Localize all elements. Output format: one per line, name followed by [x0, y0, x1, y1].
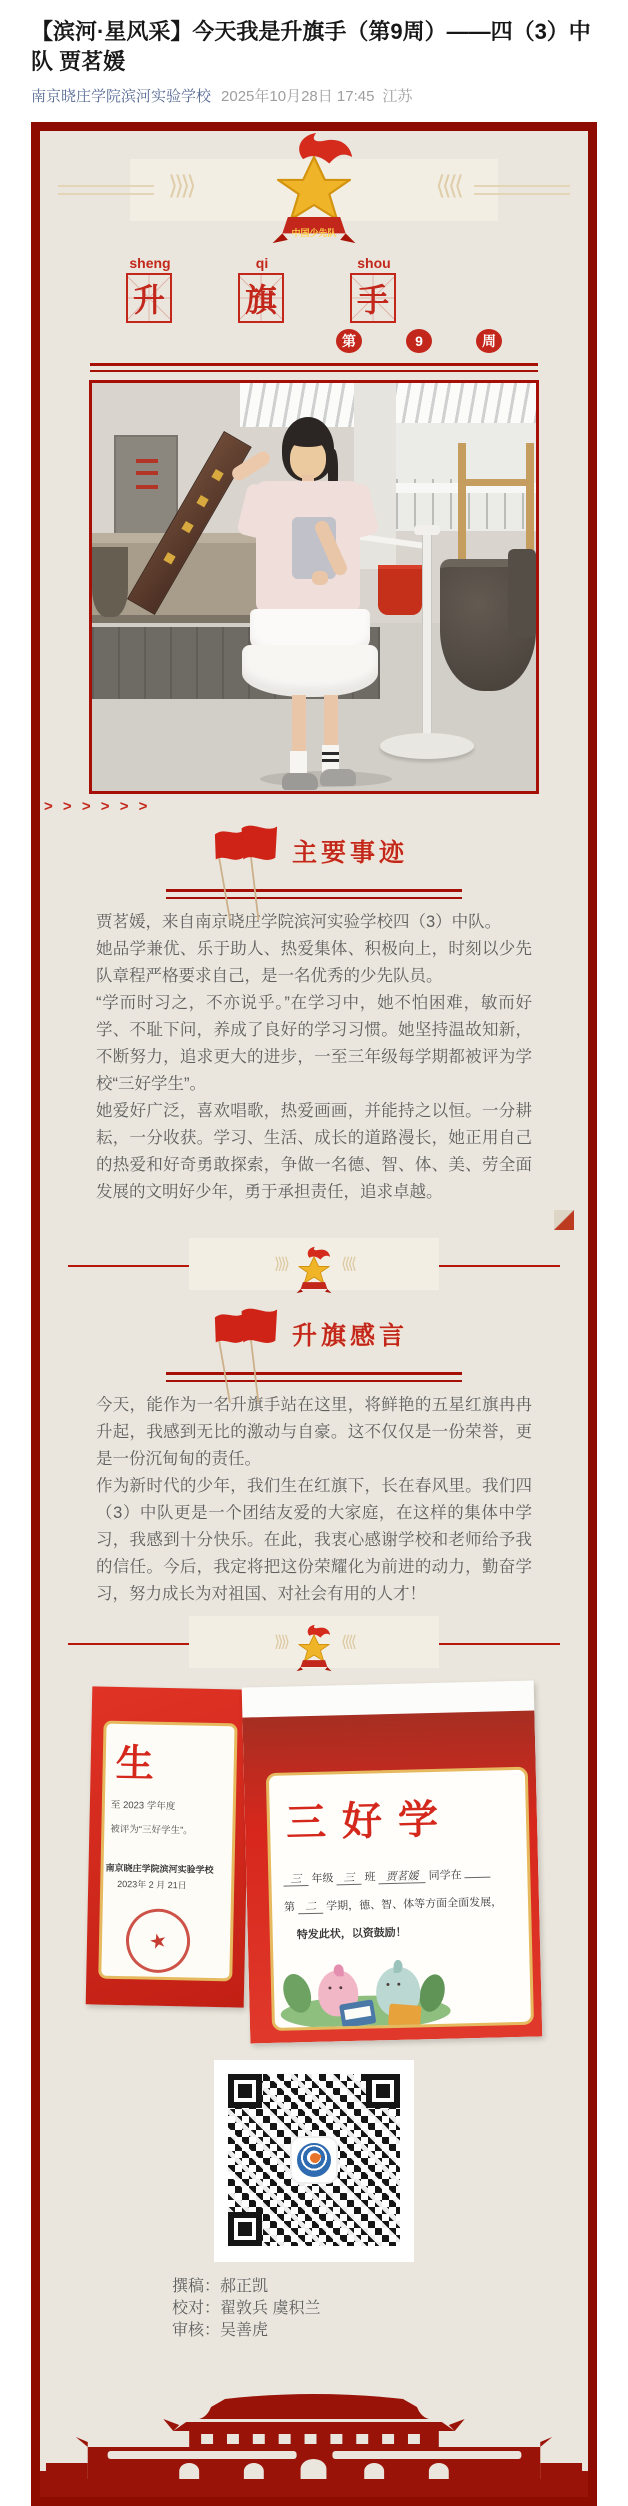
qr-finder-top-left: [228, 2074, 262, 2108]
stanchion-pole: [422, 531, 432, 747]
left-pot: [92, 547, 128, 617]
paragraph: 她爱好广泛，喜欢唱歌，热爱画画，并能持之以恒。一分耕耘，一分收获。学习、生活、成长的道路漫长，她正用自己的热爱和好奇勇敢探索，争做一名德、智、体、美、劳全面发展的文明好少年，勇于承担责任，追求卓越。: [96, 1102, 532, 1201]
red-flags-icon: [198, 1302, 278, 1406]
divider-backing: [189, 1616, 439, 1668]
school-logo-icon: [297, 2143, 331, 2177]
wooden-crossbar: [458, 479, 534, 486]
paragraph: 她品学兼优、乐于助人、热爱集体、积极向上，时刻以少先队章程严格要求自己，是一名优秀的少先队员。: [96, 940, 532, 985]
certificate-right-panel: [266, 1767, 534, 2031]
week-badge-number: 9: [406, 329, 432, 353]
wheat-decoration-right: ⟨⟨⟨⟨: [341, 1256, 354, 1273]
week-badge: [40, 329, 588, 353]
page-title: 【滨河·星风采】今天我是升旗手（第9周）——四（3）中队 贾茗媛: [31, 19, 591, 74]
handwritten-term: 二: [298, 1900, 323, 1915]
girl-left-shoe: [282, 773, 318, 790]
section-header-achievements: [40, 817, 588, 899]
certificate-date-line: 2023年 2 月 21日: [117, 1878, 187, 1891]
pinyin-label: qi: [255, 255, 269, 271]
student-photo[interactable]: [89, 380, 539, 794]
girl-right-shoe: [320, 769, 356, 786]
qr-code[interactable]: [214, 2060, 414, 2262]
blank-field: [465, 1867, 491, 1879]
divider-backing: [189, 1238, 439, 1290]
wheat-decoration-left: ⟩⟩⟩⟩: [168, 171, 193, 201]
mascots-icon: [279, 1953, 461, 2031]
masthead: [40, 131, 588, 253]
certificate-line: [283, 1865, 521, 1887]
paragraph: 作为新时代的少年，我们生在红旗下，长在春风里。我们四（3）中队更是一个团结友爱的大家庭，在这样的集体中学习，我感到十分快乐。在此，我衷心感谢学校和老师给予我的信任。今后，我定将把这份荣耀化为前进的动力，勤奋学习，努力成长为对祖国、对社会有用的人才！: [96, 1477, 532, 1603]
double-rule: [90, 363, 538, 372]
certificate-big-char: 生: [115, 1739, 155, 1786]
week-badge-suffix: 周: [476, 329, 502, 353]
young-pioneers-torch-star-icon: [258, 133, 370, 253]
certificates-collage[interactable]: [40, 1684, 588, 2046]
wheat-decoration-right: ⟨⟨⟨⟨: [435, 171, 460, 201]
pinyin-label: shou: [357, 255, 391, 271]
stanchion-cap: [414, 525, 440, 535]
masthead-line-right: [474, 185, 570, 195]
section-title: 升旗感言: [292, 1322, 409, 1350]
credits-line-proofread: 校对：翟敦兵 虞积兰: [172, 2300, 321, 2317]
certificate-line: 被评为“三好学生”。: [110, 1823, 193, 1837]
second-pot: [508, 549, 536, 637]
pinyin-label: sheng: [129, 255, 171, 271]
hanzi-grid-box: [126, 273, 172, 323]
wheat-decoration-right: ⟨⟨⟨⟨: [341, 1634, 354, 1651]
article-frame: [31, 122, 597, 2506]
article-meta: [0, 77, 628, 107]
hanzi-grid-box: [350, 273, 396, 323]
publish-date: 2025年10月28日 17:45: [221, 88, 375, 105]
hanzi-qi: [238, 255, 286, 323]
achievements-text: [40, 899, 588, 1206]
qr-finder-top-right: [366, 2074, 400, 2108]
credits-line-writer: 撰稿：郝正凯: [172, 2278, 269, 2295]
hanzi-char: 升: [132, 282, 165, 318]
stanchion-base: [380, 733, 474, 759]
paragraph: 今天，能作为一名升旗手站在这里，将鲜艳的五星红旗冉冉升起，我感到无比的激动与自豪。这不仅仅是一份荣誉，更是一份沉甸甸的责任。: [96, 1396, 532, 1468]
emblem-ribbon-label: 中国少先队: [291, 228, 337, 238]
hanzi-grid-box: [238, 273, 284, 323]
certificate-school-line: 南京晓庄学院滨河实验学校: [105, 1862, 214, 1875]
printed-label: 第: [283, 1901, 296, 1914]
certificate-line: 至 2023 学年度: [110, 1799, 176, 1813]
banner-gold-characters: [211, 469, 223, 481]
credits: [172, 2276, 588, 2341]
school-stamp-icon: [120, 1903, 197, 1980]
fire-cabinet-text: [136, 459, 158, 463]
printed-label: 学期，德、智、体等方面全面发展，: [326, 1896, 503, 1913]
account-link[interactable]: 南京晓庄学院滨河实验学校: [31, 88, 212, 105]
hanzi-char: 旗: [244, 282, 277, 318]
certificate-line: 特发此状，以资鼓励！: [296, 1926, 407, 1942]
red-flags-icon: [198, 819, 278, 923]
week-badge-prefix: 第: [336, 329, 362, 353]
tiananmen-silhouette-icon: [40, 2365, 588, 2497]
paragraph: 贾茗媛，来自南京晓庄学院滨河实验学校四（3）中队。: [96, 913, 502, 931]
certificate-left-panel: [98, 1721, 237, 1982]
handwritten-class: 三: [336, 1871, 361, 1886]
certificate-left[interactable]: [86, 1686, 251, 2007]
orange-book: [388, 2003, 422, 2027]
masthead-hanzi-row: [40, 255, 588, 323]
section-title: 主要事迹: [292, 839, 409, 867]
credits-line-review: 审核：吴善虎: [172, 2322, 269, 2339]
more-arrows-decoration: > > > > > >: [44, 798, 151, 815]
paragraph: “学而时习之，不亦说乎。”在学习中，她不怕困难，敏而好学、不耻下问，养成了良好的学习习惯。她坚持温故知新，不断努力，追求更大的进步，一至三年级每学期都被评为学校“三好学生”。: [96, 994, 532, 1093]
section-divider: [40, 1232, 588, 1298]
young-pioneers-torch-star-icon: [291, 1624, 337, 1676]
girl-left-hand: [312, 571, 328, 585]
printed-label: 班: [364, 1871, 376, 1884]
section-divider: [40, 1610, 588, 1676]
handwritten-name: 贾茗媛: [378, 1869, 425, 1884]
hanzi-sheng: [126, 255, 174, 323]
wheat-decoration-left: ⟩⟩⟩⟩: [274, 1256, 287, 1273]
corner-triangle-decoration: [554, 1210, 574, 1230]
red-bucket: [378, 565, 422, 615]
masthead-line-left: [58, 185, 154, 195]
hanzi-char: 手: [356, 282, 389, 318]
printed-label: 同学在: [428, 1869, 462, 1883]
hanzi-shou: [350, 255, 398, 323]
certificate-line: [284, 1893, 522, 1915]
certificate-right[interactable]: [242, 1680, 543, 2043]
printed-label: 年级: [311, 1872, 334, 1885]
young-pioneers-torch-star-icon: [291, 1246, 337, 1298]
girl-left-leg: [292, 695, 306, 759]
handwritten-grade: 三: [283, 1872, 308, 1887]
wheat-decoration-left: ⟩⟩⟩⟩: [274, 1634, 287, 1651]
certificate-title: 三好学: [285, 1795, 455, 1847]
publish-location: 江苏: [382, 88, 413, 105]
qr-finder-bottom-left: [228, 2212, 262, 2246]
speech-text: [40, 1382, 588, 1608]
skirt-lower-tier: [242, 645, 378, 697]
qr-center-logo: [292, 2138, 336, 2182]
section-header-speech: [40, 1300, 588, 1382]
wooden-frame: [458, 443, 534, 561]
girl-bangs: [285, 429, 331, 447]
